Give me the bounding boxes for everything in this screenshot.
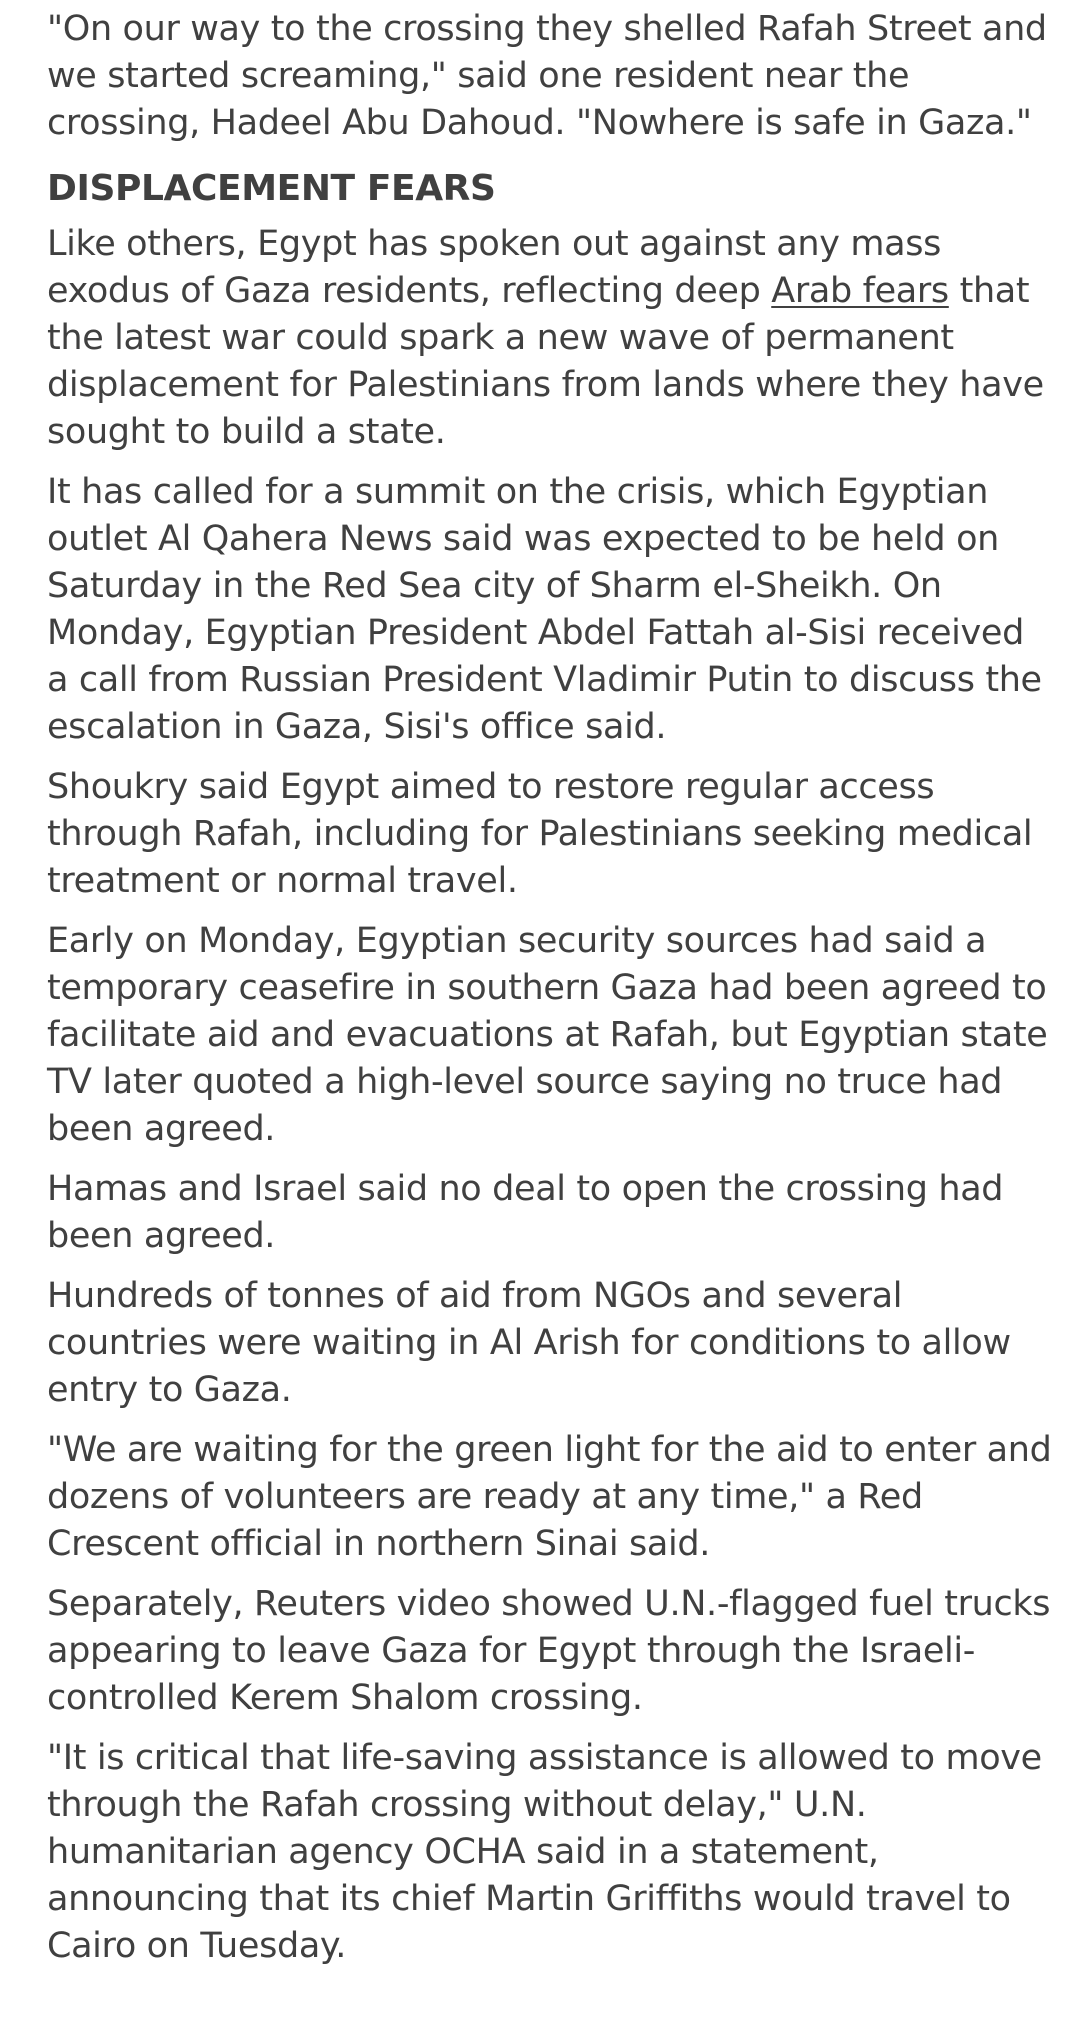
article-paragraph-ocha-quote: "It is critical that life-saving assistance is allowed to move through the Rafah crossing without delay," U.N. humanitarian agency OCHA said in a statement, announcing that its chief Martin Griffiths would travel to Cairo on Tuesday. xyxy=(47,1738,1042,1966)
section-heading: DISPLACEMENT FEARS xyxy=(47,168,496,209)
article-paragraph-quote-resident: "On our way to the crossing they shelled Rafah Street and we started screaming," said one resident near the crossing, Hadeel Abu Dahoud. "Nowhere is safe in Gaza." xyxy=(47,9,1047,143)
article-paragraph-summit: It has called for a summit on the crisis, which Egyptian outlet Al Qahera News said was expected to be held on Saturday in the Red Sea city of Sharm el-Sheikh. On Monday, Egyptian President Abdel Fattah al-Sisi received a call from Russian President Vladimir Putin to discuss the escalation in Gaza, Sisi's office said. xyxy=(47,472,1042,747)
article-paragraph-no-deal: Hamas and Israel said no deal to open the crossing had been agreed. xyxy=(47,1169,1004,1256)
paragraph-text-after-link: that the latest war could spark a new wave of permanent displacement for Palestinians from lands where they have sought to build a state. xyxy=(47,271,1044,452)
paragraph-text-before-link: Like others, Egypt has spoken out against any mass exodus of Gaza residents, reflecting deep xyxy=(47,224,941,311)
article-paragraph-fuel-trucks: Separately, Reuters video showed U.N.-flagged fuel trucks appearing to leave Gaza for Egypt through the Israeli-controlled Kerem Shalom crossing. xyxy=(47,1584,1051,1718)
arab-fears-link[interactable]: Arab fears xyxy=(771,271,949,311)
article-body xyxy=(47,6,1052,1983)
article-paragraph-shoukry: Shoukry said Egypt aimed to restore regular access through Rafah, including for Palestinians seeking medical treatment or normal travel. xyxy=(47,767,1033,901)
article-paragraph-ceasefire: Early on Monday, Egyptian security sources had said a temporary ceasefire in southern Gaza had been agreed to facilitate aid and evacuations at Rafah, but Egyptian state TV later quoted a high-level source saying no truce had been agreed. xyxy=(47,921,1048,1149)
article-paragraph-red-crescent-quote: "We are waiting for the green light for the aid to enter and dozens of volunteers are ready at any time," a Red Crescent official in northern Sinai said. xyxy=(47,1430,1052,1564)
article-paragraph-with-link xyxy=(47,221,1052,456)
article-paragraph-aid-waiting: Hundreds of tonnes of aid from NGOs and several countries were waiting in Al Arish for conditions to allow entry to Gaza. xyxy=(47,1276,1011,1410)
